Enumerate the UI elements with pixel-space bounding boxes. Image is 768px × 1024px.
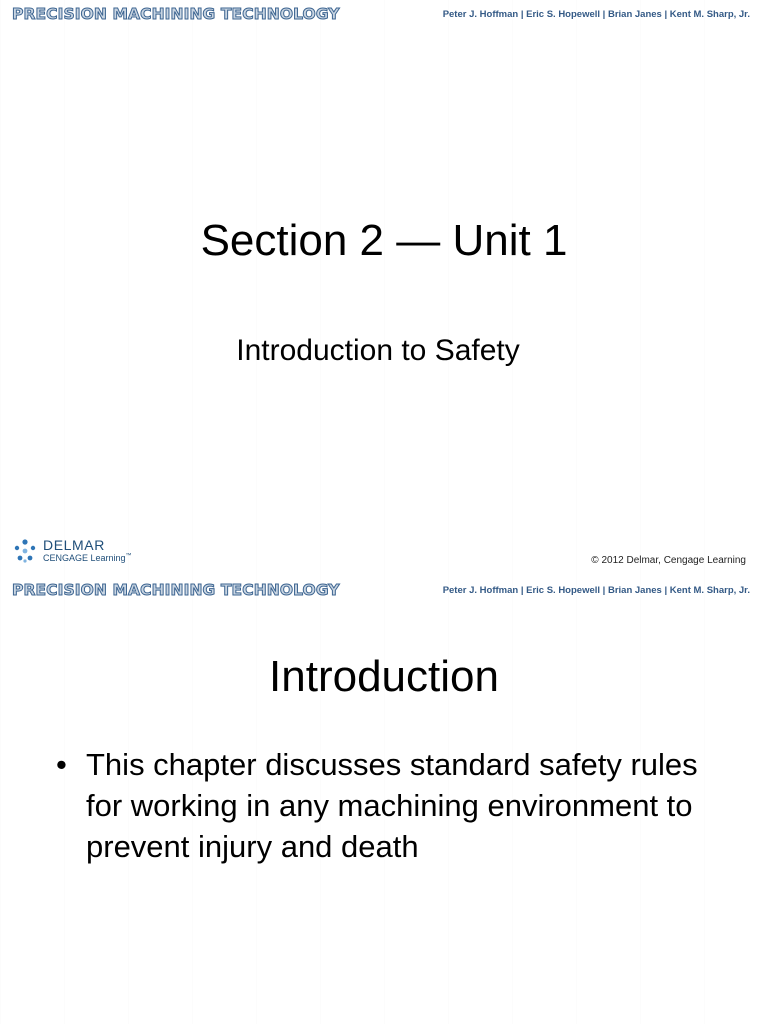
delmar-cengage-logo — [12, 536, 152, 566]
bullet-list — [56, 744, 716, 867]
authors-line: Peter J. Hoffman | Eric S. Hopewell | Brian Janes | Kent M. Sharp, Jr. — [442, 585, 750, 596]
slide-header — [0, 576, 768, 606]
book-brand-title: PRECISION MACHINING TECHNOLOGY — [12, 581, 340, 599]
slide-title: Section 2 — Unit 1 — [200, 216, 568, 265]
bullet-text: This chapter discusses standard safety rules for working in any machining environment to prevent injury and death — [86, 747, 698, 864]
slide-subtitle: Introduction to Safety — [236, 334, 520, 367]
logo-wordmark-cengage — [43, 553, 132, 563]
logo-star-icon — [12, 538, 38, 564]
slide-2 — [0, 576, 768, 1024]
logo-wordmark-cengage-text: CENGAGE Learning — [43, 553, 126, 563]
book-brand-title: PRECISION MACHINING TECHNOLOGY — [12, 5, 340, 23]
copyright-notice: © 2012 Delmar, Cengage Learning — [591, 555, 746, 566]
bullet-item — [56, 744, 716, 867]
logo-wordmark-delmar: DELMAR — [43, 537, 105, 553]
authors-line: Peter J. Hoffman | Eric S. Hopewell | Brian Janes | Kent M. Sharp, Jr. — [442, 9, 750, 20]
logo-trademark: ™ — [125, 553, 132, 559]
slide-title: Introduction — [269, 652, 499, 701]
slide-header — [0, 0, 768, 30]
bullet-icon: • — [56, 747, 67, 782]
